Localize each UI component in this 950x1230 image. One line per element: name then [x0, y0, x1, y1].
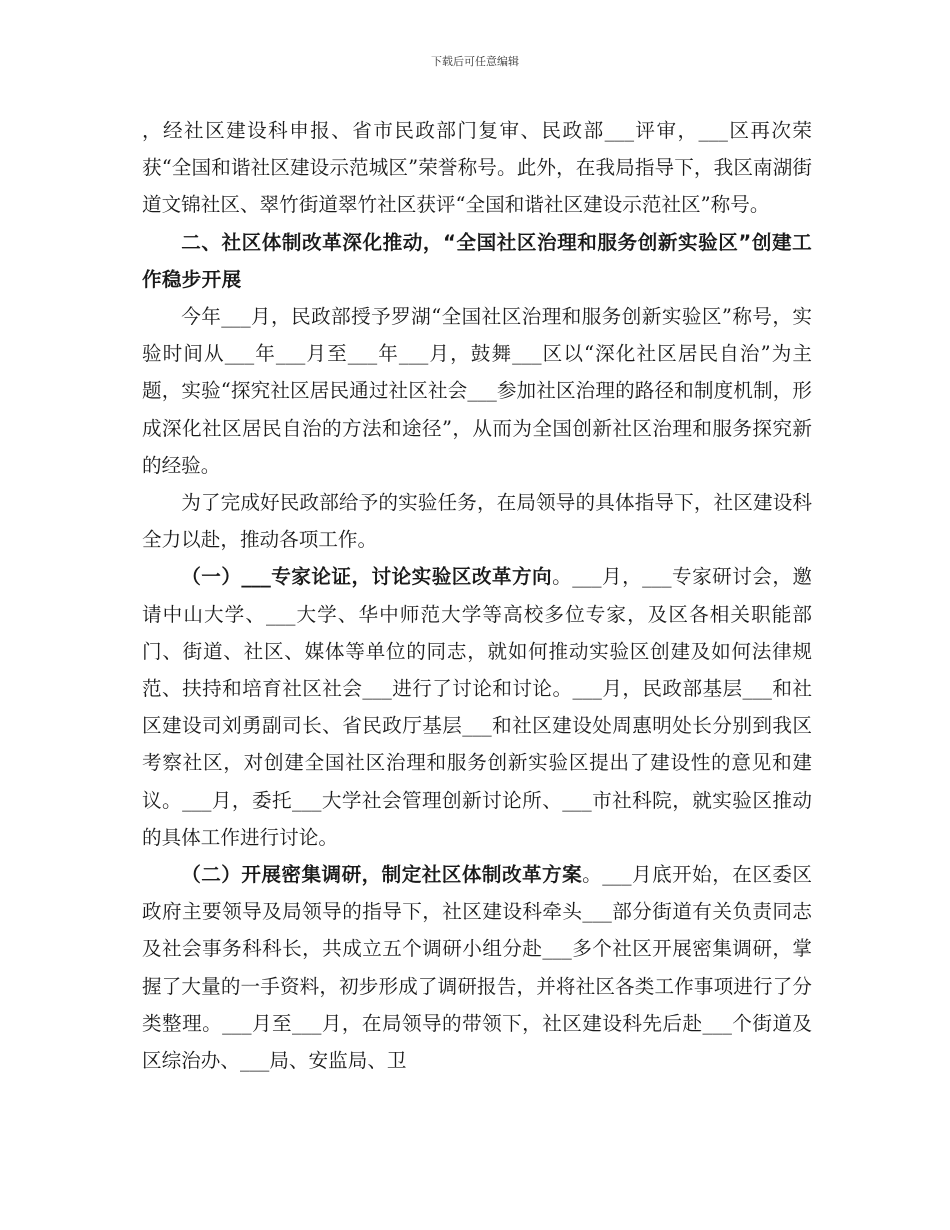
subsection-2-title: （二）开展密集调研，制定社区体制改革方案	[181, 863, 583, 887]
subsection-2	[142, 856, 812, 1079]
section-heading-2: 二、社区体制改革深化推动，“全国社区治理和服务创新实验区”创建工作稳步开展	[142, 230, 812, 291]
paragraph-3: 为了完成好民政部给予的实验任务，在局领导的具体指导下，社区建设科全力以赴，推动各项工作。	[142, 491, 812, 552]
subsection-1	[142, 558, 812, 856]
paragraph-2: 今年___月，民政部授予罗湖“全国社区治理和服务创新实验区”称号，实验时间从___年___月至___年___月，鼓舞___区以“深化社区居民自治”为主题，实验“探究社区居民通过社区社会___参加社区治理的路径和制度机制，形成深化社区居民自治的方法和途径”，从而为全国创新社区治理和服务探究新的经验。	[142, 305, 812, 477]
subsection-1-title: （一）___专家论证，讨论实验区改革方向	[181, 565, 553, 589]
subsection-2-body: 。___月底开始，在区委区政府主要领导及局领导的指导下，社区建设科牵头___部分街道有关负责同志及社会事务科科长，共成立五个调研小组分赴___多个社区开展密集调研，掌握了大量的一手资料，初步形成了调研报告，并将社区各类工作事项进行了分类整理。___月至___月，在局领导的带领下，社区建设科先后赴___个街道及区综治办、___局、安监局、卫	[142, 863, 813, 1073]
document-body	[142, 112, 812, 1079]
subsection-1-body: 。___月，___专家研讨会，邀请中山大学、___大学、华中师范大学等高校多位专家，及区各相关职能部门、街道、社区、媒体等单位的同志，就如何推动实验区创建及如何法律规范、扶持和培育社区社会___进行了讨论和讨论。___月，民政部基层___和社区建设司刘勇副司长、省民政厅基层___和社区建设处周惠明处长分别到我区考察社区，对创建全国社区治理和服务创新实验区提出了建设性的意见和建议。___月，委托___大学社会管理创新讨论所、___市社科院，就实验区推动的具体工作进行讨论。	[142, 565, 813, 849]
page-header: 下载后可任意编辑	[431, 55, 519, 68]
paragraph-1: ，经社区建设科申报、省市民政部门复审、民政部___评审，___区再次荣获“全国和谐社区建设示范城区”荣誉称号。此外，在我局指导下，我区南湖街道文锦社区、翠竹街道翠竹社区获评“全国和谐社区建设示范社区”称号。	[142, 119, 812, 217]
